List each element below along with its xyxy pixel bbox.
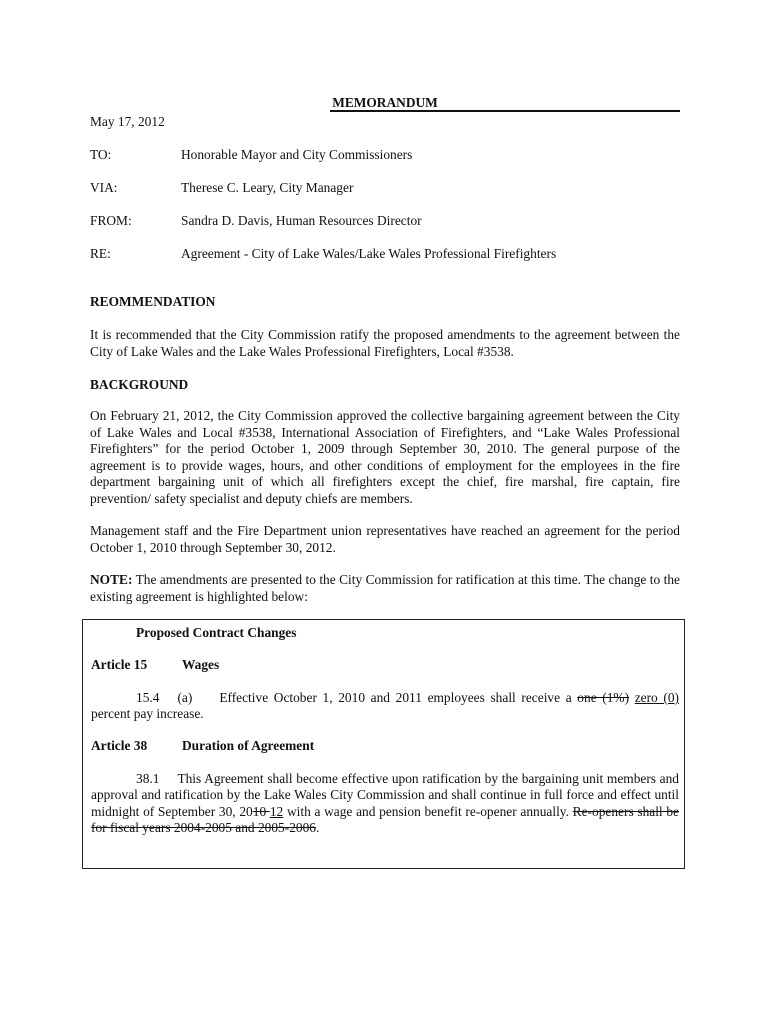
title-underline-rule [330,110,680,112]
article-38-label: Article 38 [91,738,148,753]
inserted-wage-rate: zero (0) [634,690,680,705]
proposed-changes-box [82,619,685,869]
clause-15-4-text: Effective October 1, 2010 and 2011 employees shall receive a [219,690,578,705]
article-15-heading: Wages [182,657,220,672]
to-label: TO: [90,147,112,162]
background-heading: BACKGROUND [90,377,189,392]
clause-38-1-text-mid: with a wage and pension benefit re-opener annually. [283,803,573,819]
to-row [90,147,680,165]
via-row [90,180,680,198]
clause-15-4-sub: (a) [177,690,193,705]
note-label: NOTE: [90,572,133,587]
clause-38-1-number: 38.1 [136,771,160,786]
recommendation-paragraph: It is recommended that the City Commission ratify the proposed amendments to the agreement between the City of Lake Wales and the Lake Wales Professional Firefighters, Local #3538. [90,327,680,359]
article-15-label: Article 15 [91,657,148,672]
re-label: RE: [90,246,111,261]
article-15-clause [91,690,679,723]
memo-date: May 17, 2012 [90,114,165,129]
memo-title: MEMORANDUM [332,95,438,110]
struck-reopener-sentence: Re-openers shall be for fiscal years 2004-2005 and 2005-2006 [91,803,679,836]
via-value: Therese C. Leary, City Manager [181,180,354,195]
changes-box-title: Proposed Contract Changes [136,625,297,640]
from-value: Sandra D. Davis, Human Resources Director [181,213,422,228]
background-paragraph: On February 21, 2012, the City Commission approved the collective bargaining agreement between the City of Lake Wales and Local #3538, International Association of Firefighters, and “Lake Wales Professional Firefighters” for the period October 1, 2009 through September 30, 2010. The general purpose of the agreement is to provide wages, hours, and other conditions of employment for the employees in the fire department bargaining unit of which all firefighters except the chief, fire marshal, fire captain, fire prevention/ safety specialist and deputy chiefs are members. [90,408,680,506]
struck-wage-rate: one (1%) [577,690,630,705]
to-value: Honorable Mayor and City Commissioners [181,147,413,162]
recommendation-heading: REOMMENDATION [90,294,216,309]
via-label: VIA: [90,180,118,195]
from-row [90,213,680,231]
clause-15-4-number: 15.4 [136,690,160,705]
article-38-clause: 38.1 This Agreement shall become effective upon ratification by the bargaining unit members and approval and ratification by the Lake Wales City Commission and shall continue in full force and effect until midnight of September 30, 2010 12 with a wage and pension benefit re-opener annually. Re-openers shall be for fiscal years 2004-2005 and 2005-2006. [91,771,679,836]
struck-year: 10 [252,803,270,819]
management-paragraph: Management staff and the Fire Department union representatives have reached an agreement for the period October 1, 2010 through September 30, 2012. [90,523,680,555]
article-38-heading: Duration of Agreement [182,738,315,753]
re-row [90,246,680,264]
from-label: FROM: [90,213,132,228]
inserted-year: 12 [269,803,284,819]
re-value: Agreement - City of Lake Wales/Lake Wales Professional Firefighters [181,246,557,261]
clause-15-4-text-end: percent pay increase. [91,706,204,722]
note-text: The amendments are presented to the City Commission for ratification at this time. The change to the existing agreement is highlighted below: [90,572,680,604]
note-paragraph [90,572,680,605]
clause-38-1-text: This Agreement shall become effective upon ratification by the bargaining unit members and approval and ratification by the Lake Wales City Commission and shall continue in full force and effect until midnight of September 30, 20 [91,771,679,819]
